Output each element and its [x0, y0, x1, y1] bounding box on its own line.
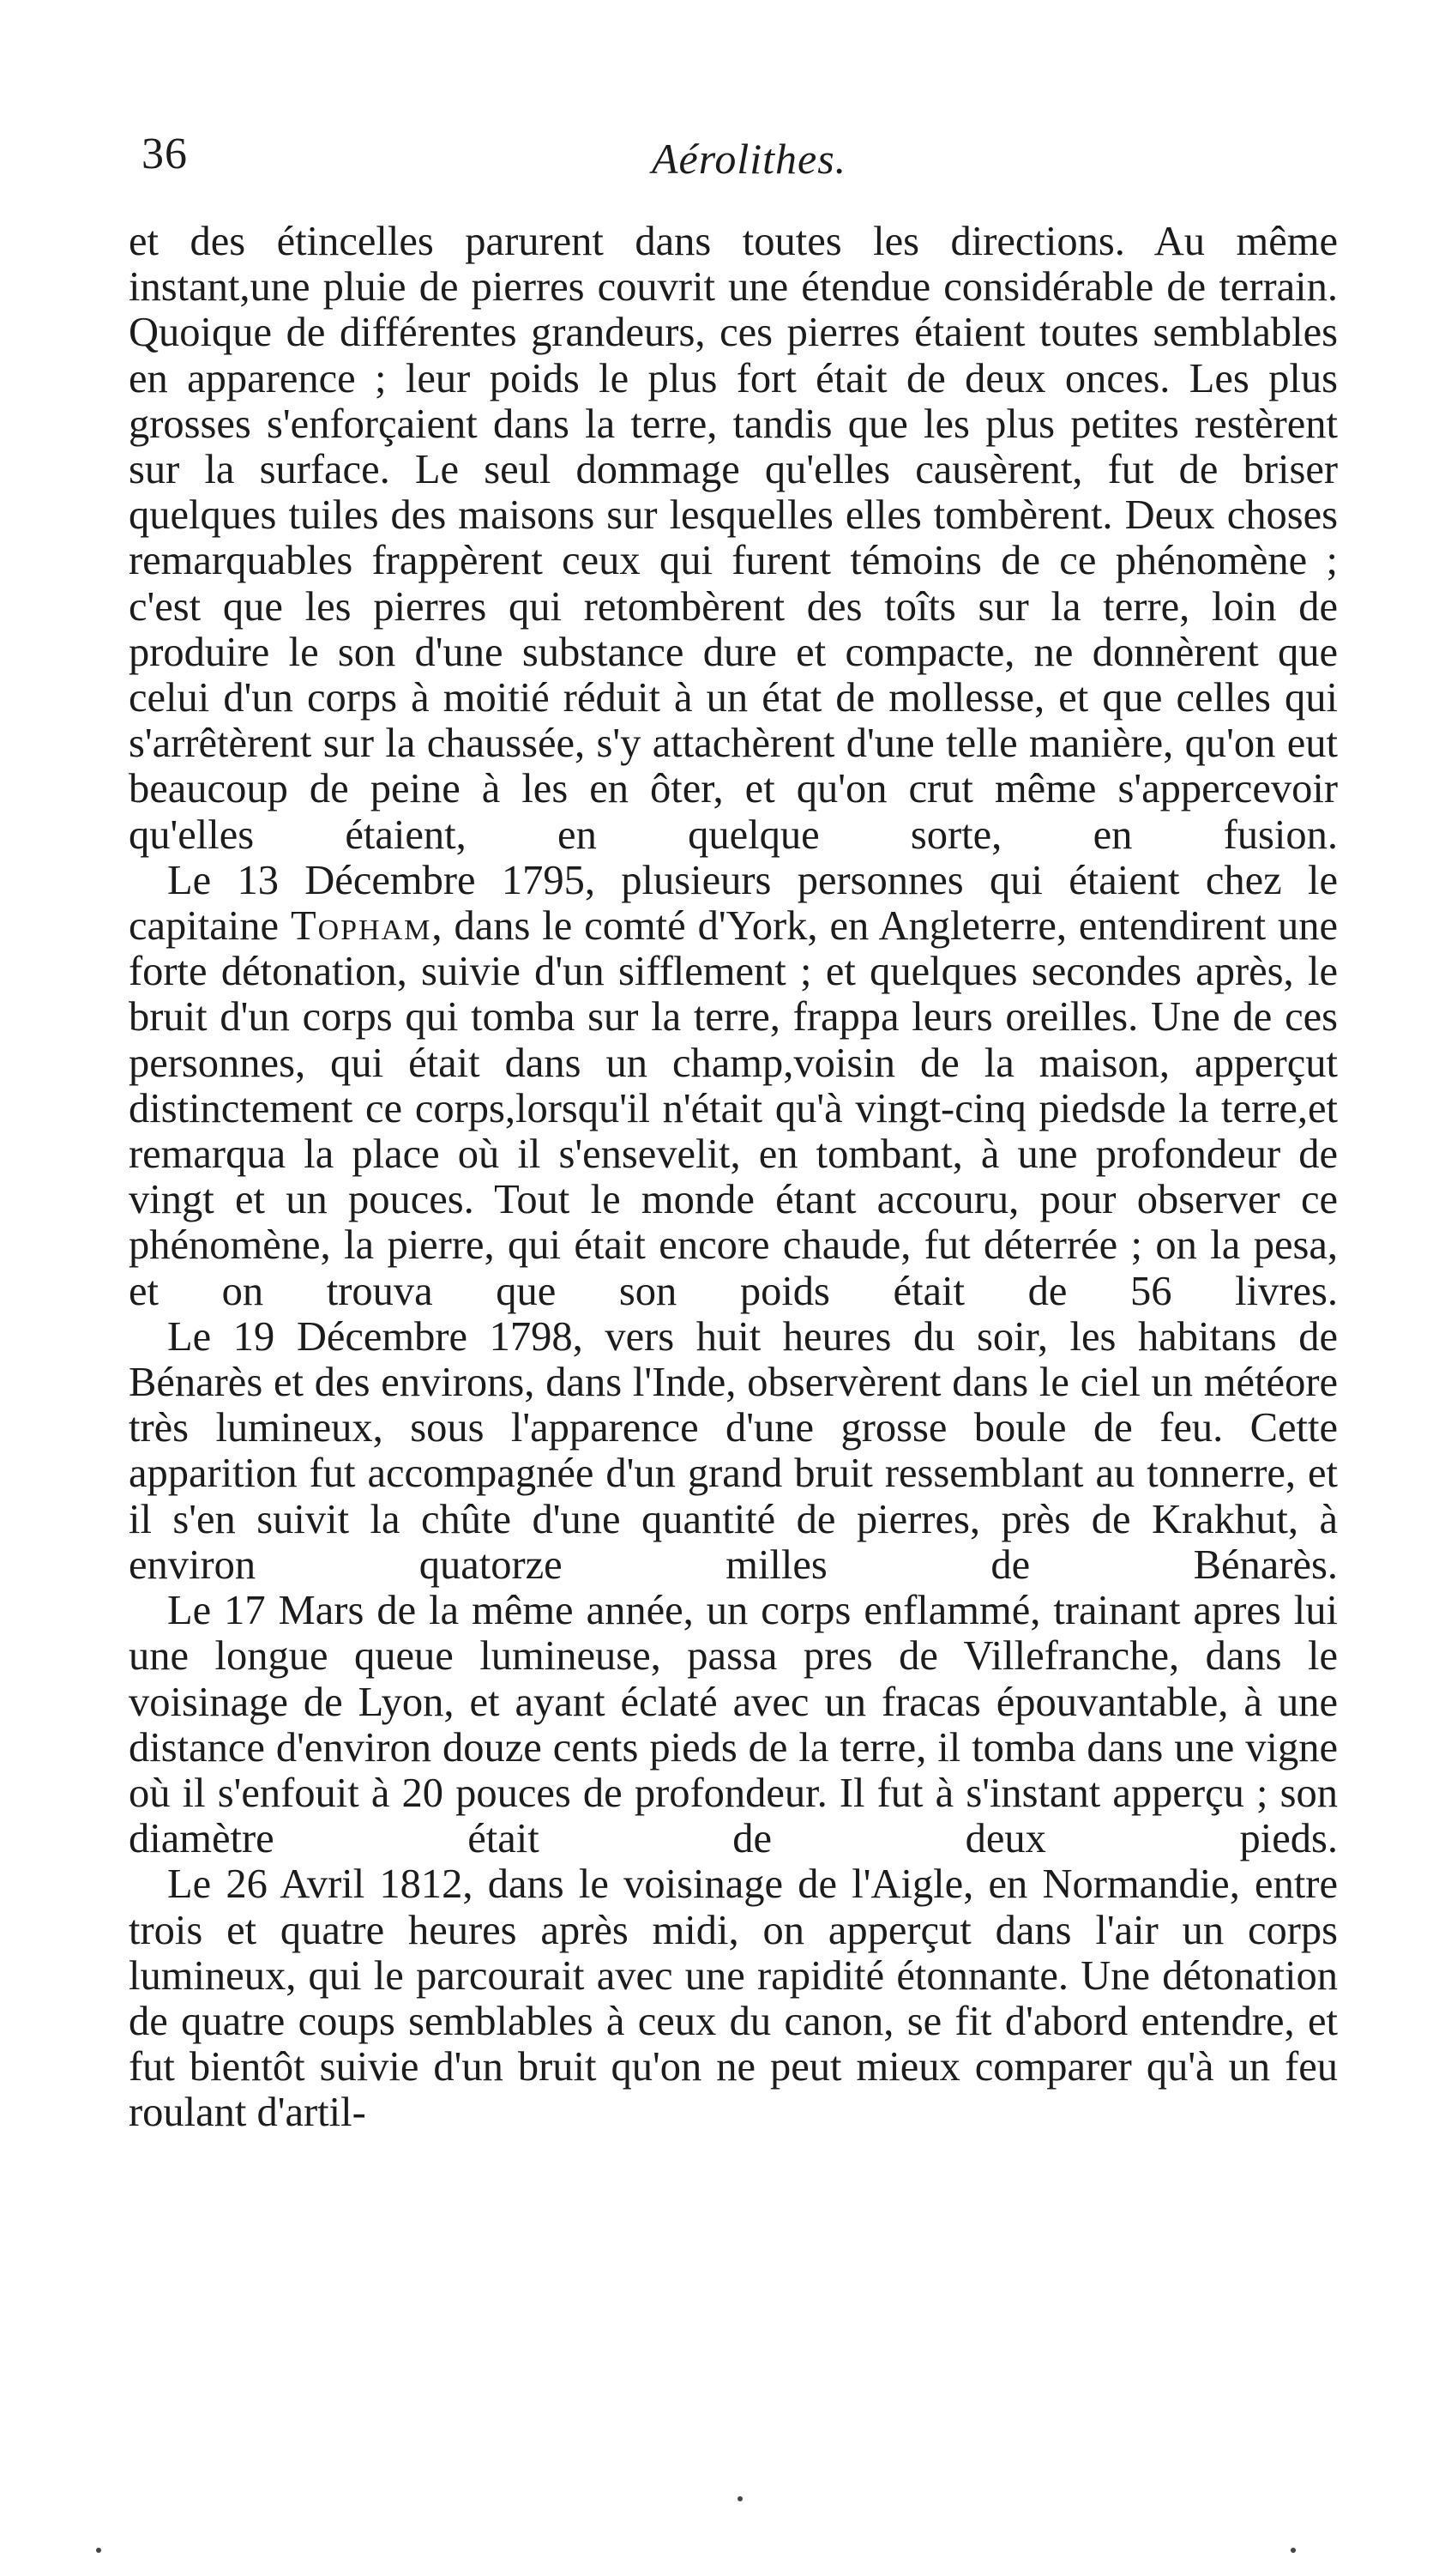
body-text: [129, 219, 1338, 2136]
print-speck: [96, 2548, 101, 2553]
name-smallcaps: Topham: [290, 903, 432, 950]
paragraph-villefranche: Le 17 Mars de la même année, un corps enflammé, trainant apres lui une longue queue lumineuse, passa pres de Villefranche, dans le voisinage de Lyon, et ayant éclaté avec un fracas épouvantable, à une distance d'environ douze cents pieds de la terre, il tomba dans une vigne où il s'enfouit à 20 pouces de profondeur. Il fut à s'instant apperçu ; son diamètre était de deux pieds.: [129, 1588, 1338, 1862]
paragraph-text: Le 13 Décembre 1795, plusieurs personnes qui étaient chez le capitaine: [129, 857, 1338, 950]
paragraph-text: , dans le comté d'York, en Angleterre, entendirent une forte détonation, suivie d'un sifflement ; et quelques secondes après, le bruit d'un corps qui tomba sur la terre, frappa leurs oreilles. Une de ces personnes, qui était dans un champ,voisin de la maison, apperçut distinctement ce corps,lorsqu'il n'était qu'à vingt-cinq piedsde la terre,et remarqua la place où il s'ensevelit, en tombant, à une profondeur de vingt et un pouces. Tout le monde étant accouru, pour observer ce phénomène, la pierre, qui était encore chaude, fut déterrée ; on la pesa, et on trouva que son poids était de 56 livres.: [129, 903, 1338, 1314]
print-speck: [738, 2496, 743, 2501]
paragraph-topham: [129, 858, 1338, 1314]
paragraph-benares: Le 19 Décembre 1798, vers huit heures du soir, les habitans de Bénarès et des environs, dans l'Inde, observèrent dans le ciel un météore très lumineux, sous l'apparence d'une grosse boule de feu. Cette apparition fut accompagnée d'un grand bruit ressemblant au tonnerre, et il s'en suivit la chûte d'une quantité de pierres, près de Krakhut, à environ quatorze milles de Bénarès.: [129, 1313, 1338, 1588]
print-speck: [1291, 2548, 1296, 2553]
paragraph-continuation: et des étincelles parurent dans toutes les directions. Au même instant,une pluie de pierres couvrit une étendue considérable de terrain. Quoique de différentes grandeurs, ces pierres étaient toutes semblables en apparence ; leur poids le plus fort était de deux onces. Les plus grosses s'enforçaient dans la terre, tandis que les plus petites restèrent sur la surface. Le seul dommage qu'elles causèrent, fut de briser quelques tuiles des maisons sur lesquelles elles tombèrent. Deux choses remarquables frappèrent ceux qui furent témoins de ce phénomène ; c'est que les pierres qui retombèrent des toîts sur la terre, loin de produire le son d'une substance dure et compacte, ne donnèrent que celui d'un corps à moitié réduit à un état de mollesse, et que celles qui s'arrêtèrent sur la chaussée, s'y attachèrent d'une telle manière, qu'on eut beaucoup de peine à les en ôter, et qu'on crut même s'appercevoir qu'elles étaient, en quelque sorte, en fusion.: [129, 219, 1338, 858]
page-header: [141, 129, 1338, 197]
running-title: Aérolithes.: [652, 135, 847, 183]
page-number: 36: [141, 130, 188, 178]
paragraph-laigle: Le 26 Avril 1812, dans le voisinage de l'Aigle, en Normandie, entre trois et quatre heures après midi, on apperçut dans l'air un corps lumineux, qui le parcourait avec une rapidité étonnante. Une détonation de quatre coups semblables à ceux du canon, se fit d'abord entendre, et fut bientôt suivie d'un bruit qu'on ne peut mieux comparer qu'à un feu roulant d'artil-: [129, 1861, 1338, 2136]
